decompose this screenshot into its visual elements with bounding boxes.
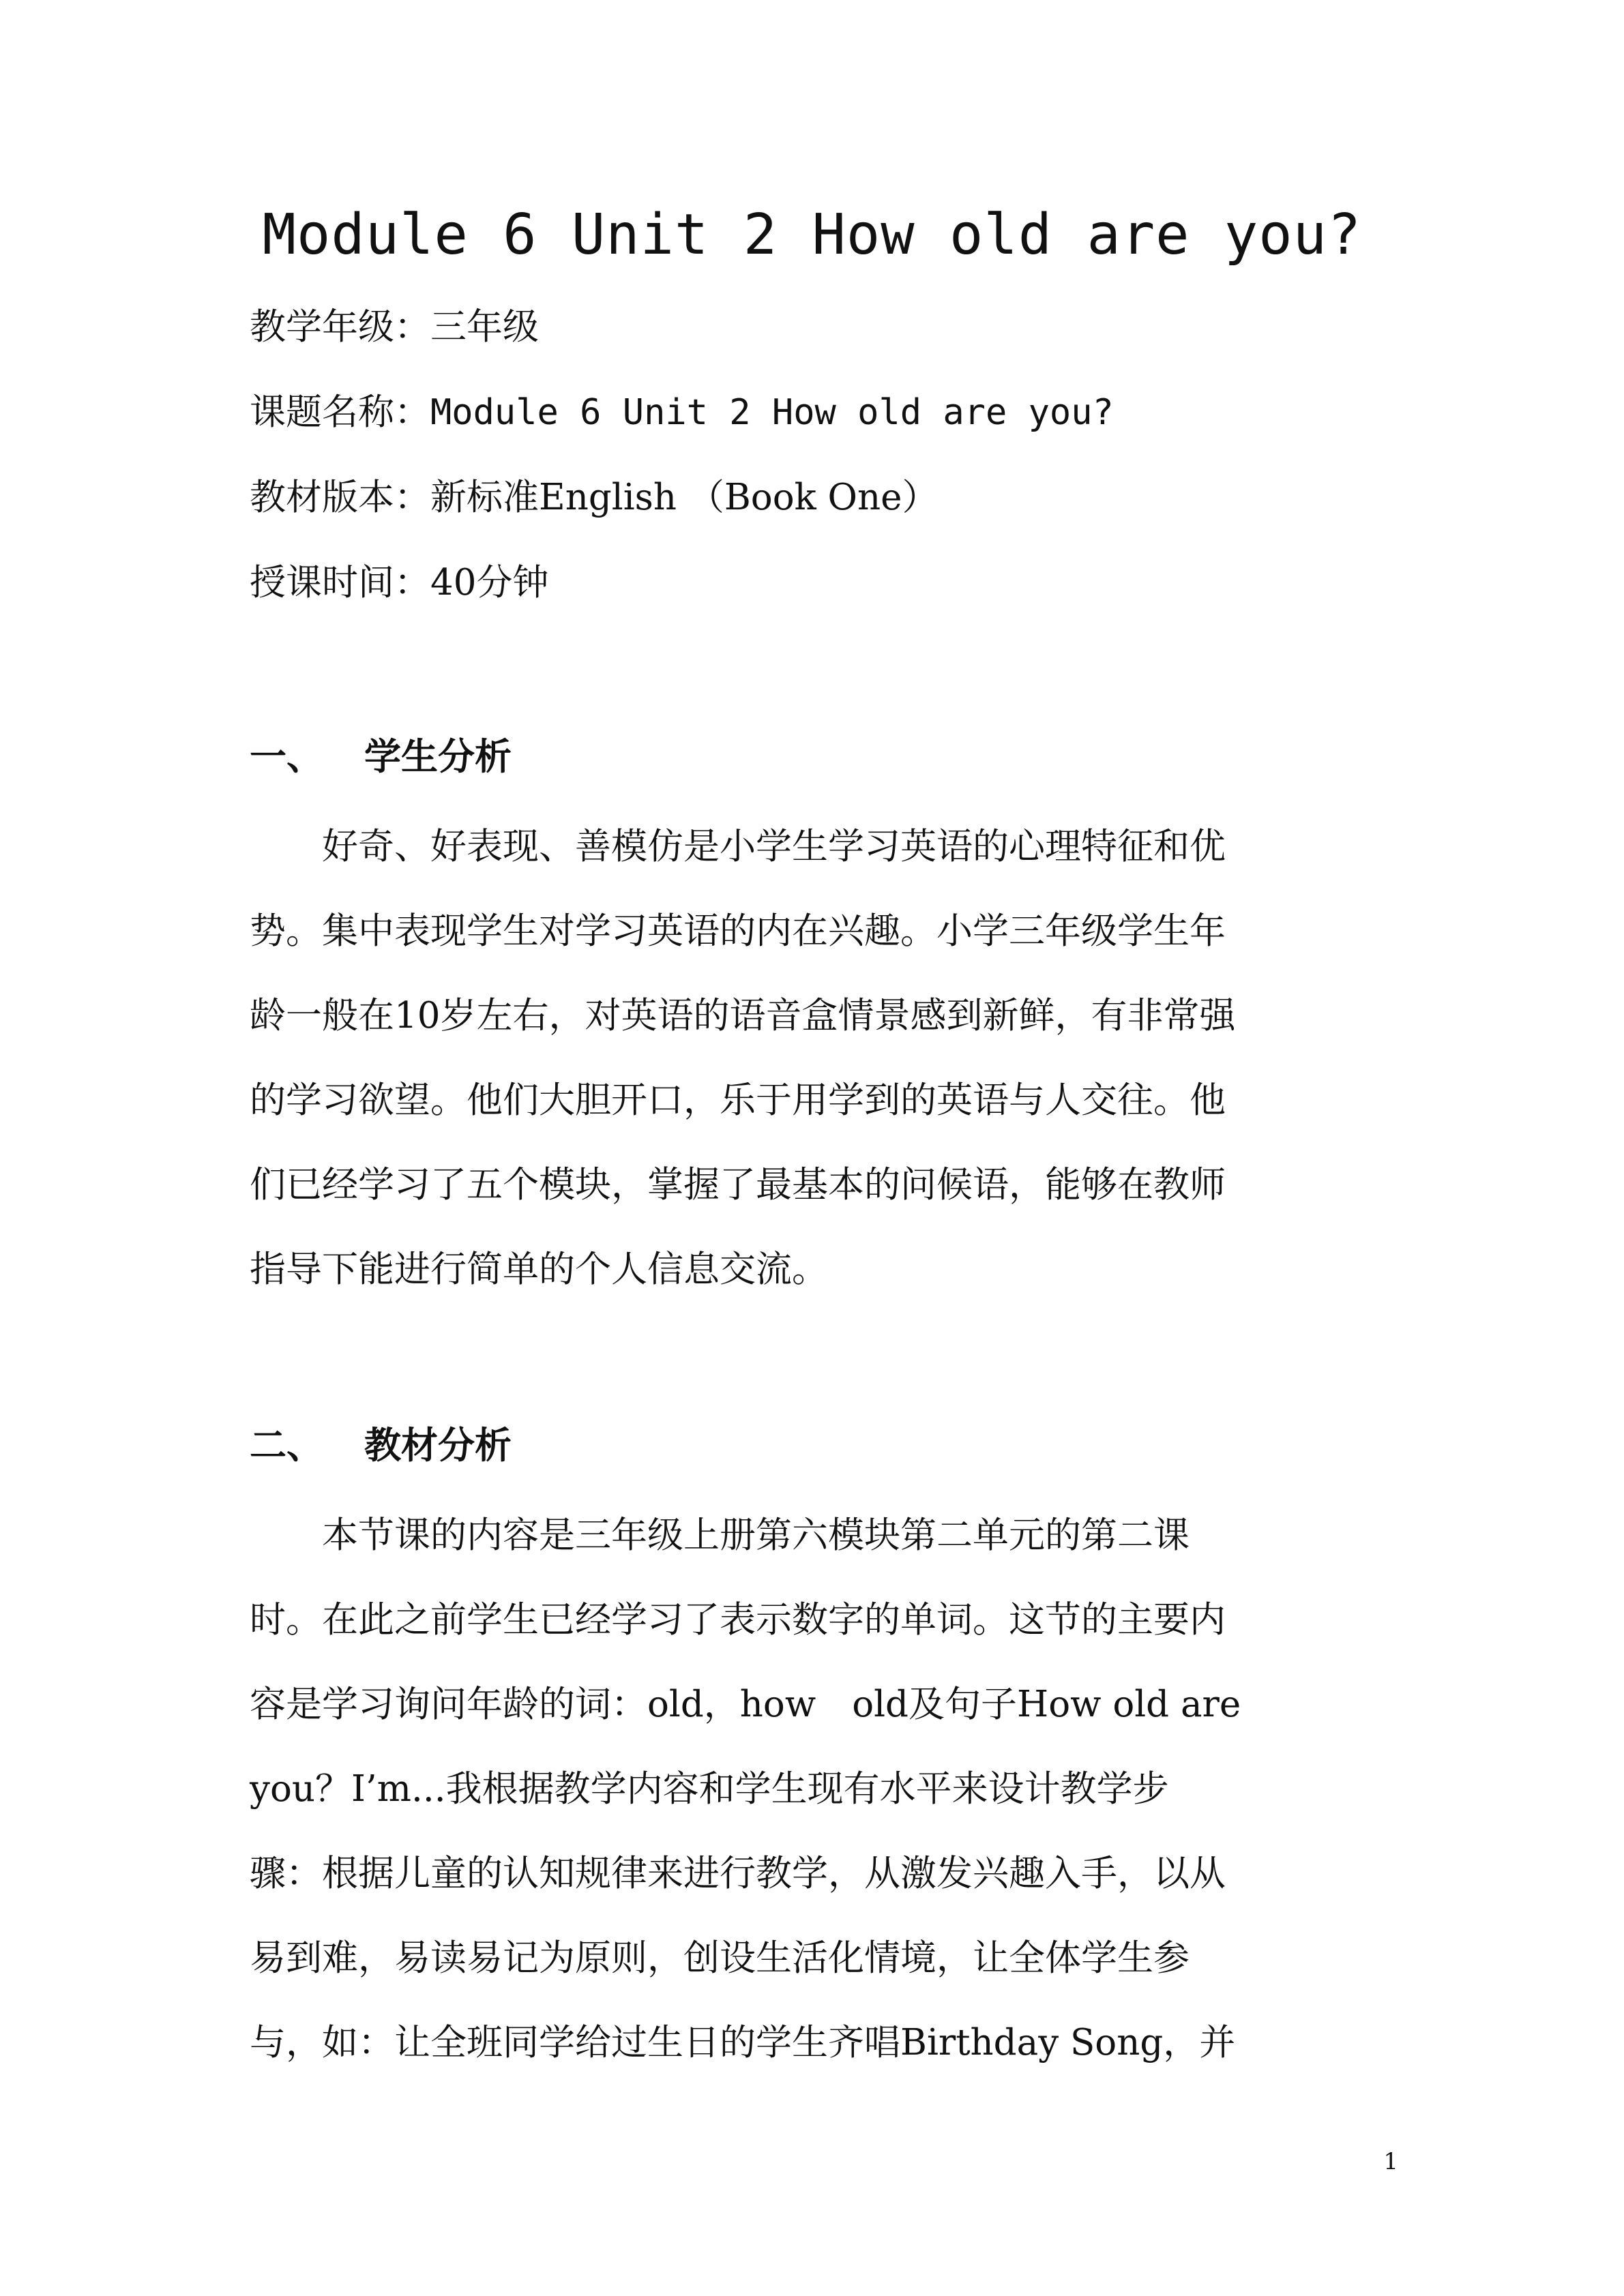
page-number: 1 [1383,2148,1398,2175]
meta-grade [250,300,1409,355]
section-body-student-analysis: 好奇、好表现、善模仿是小学生学习英语的心理特征和优 势。集中表现学生对学习英语的内在兴趣。小学三年级学生年 龄一般在10岁左右，对英语的语音盒情景感到新鲜，有非常强 的学习欲望。他们大胆开口，乐于用学到的英语与人交往。他 们已经学习了五个模块，掌握了最基本的问候语，能够在教师 指导下能进行简单的个人信息交流。 [250,826,1236,1290]
section-heading-textbook-analysis [250,1418,1409,1473]
meta-topic-value: Module 6 Unit 2 How old are you? [430,392,1114,433]
meta-duration-value: 40分钟 [430,562,549,603]
section-body-textbook-analysis: 本节课的内容是三年级上册第六模块第二单元的第二课 时。在此之前学生已经学习了表示数字的单词。这节的主要内 容是学习询问年龄的词：old，how old及句子How old are you？I’m...我根据教学内容和学生现有水平来设计教学步 骤：根据儿童的认知规律来进行教学，从激发兴趣入手，以从 易到难，易读易记为原则，创设生活化情境，让全体学生参 与，如：让全班同学给过生日的学生齐唱Birthday Song，并 [250,1515,1241,2063]
meta-edition [250,471,1409,525]
section-title: 学生分析 [364,735,512,778]
meta-topic [250,385,1409,440]
meta-grade-label: 教学年级： [250,306,430,348]
meta-edition-value: 新标准English （Book One） [430,477,939,518]
page-title: Module 6 Unit 2 How old are you? [262,203,1362,267]
meta-grade-value: 三年级 [430,306,539,348]
meta-edition-label: 教材版本： [250,477,430,518]
section-title: 教材分析 [364,1424,512,1467]
meta-topic-label: 课题名称： [250,391,430,433]
section-heading-student-analysis [250,730,1409,784]
meta-duration-label: 授课时间： [250,562,430,603]
meta-duration [250,556,1409,610]
section-number: 一、 [250,735,323,778]
section-number: 二、 [250,1424,323,1467]
